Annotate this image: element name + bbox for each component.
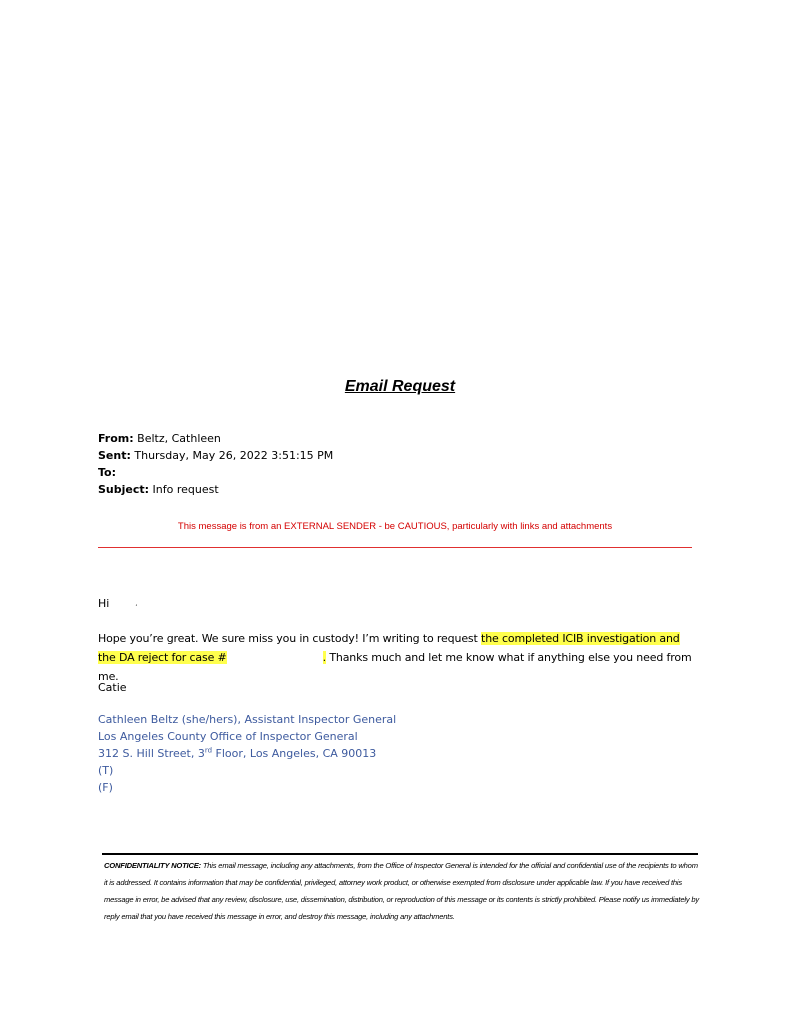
warning-divider	[98, 547, 692, 548]
sent-line	[98, 447, 333, 464]
from-label: From:	[98, 432, 134, 445]
external-sender-warning: This message is from an EXTERNAL SENDER - be CAUTIOUS, particularly with links and attachments	[177, 521, 613, 532]
highlighted-request: the completed ICIB investigation and the DA reject for case #	[98, 632, 680, 664]
greeting-text: Hi	[98, 597, 110, 610]
sent-value: Thursday, May 26, 2022 3:51:15 PM	[134, 449, 334, 462]
message-body	[98, 629, 698, 686]
email-header	[98, 430, 333, 498]
highlighted-period: .	[322, 651, 326, 664]
subject-value: Info request	[152, 483, 219, 496]
subject-label: Subject:	[98, 483, 150, 496]
signature-address	[98, 745, 396, 762]
confidentiality-divider	[102, 853, 698, 855]
to-line	[98, 464, 333, 481]
confidentiality-notice	[104, 857, 700, 925]
address-sup: rd	[204, 746, 213, 755]
signature-fax: (F)	[98, 781, 113, 794]
subject-line	[98, 481, 333, 498]
signature-office: Los Angeles County Office of Inspector General	[98, 730, 358, 743]
address-pre: 312 S. Hill Street, 3	[98, 747, 205, 760]
body-text-part2: Thanks much and let me know what if anything else you need from me.	[98, 651, 692, 683]
body-text-part1: Hope you’re great. We sure miss you in custody! I’m writing to request	[98, 632, 482, 645]
confidentiality-label: CONFIDENTIALITY NOTICE:	[104, 861, 201, 870]
greeting-tail: ,	[135, 600, 138, 608]
signature-name-title: Cathleen Beltz (she/hers), Assistant Inspector General	[98, 713, 397, 726]
page-title: Email Request	[344, 378, 456, 395]
to-label: To:	[98, 466, 116, 479]
from-value: Beltz, Cathleen	[137, 432, 221, 445]
confidentiality-text: This email message, including any attachments, from the Office of Inspector General is intended for the official and confidential use of the recipients to whom it is addressed. It contains information that may be confidential, privileged, attorney work product, or otherwise exempted from disclosure under applicable law. If you have received this message in error, be advised that any review, disclosure, use, dissemination, distribution, or reproduction of this message or its contents is strictly prohibited. Please notify us immediately by reply email that you have received this message in error, and destroy this message, including any attachments.	[104, 861, 699, 921]
sent-label: Sent:	[98, 449, 131, 462]
signature-block	[98, 711, 396, 796]
greeting	[98, 597, 137, 610]
address-post: Floor, Los Angeles, CA 90013	[212, 747, 377, 760]
signoff: Catie	[98, 681, 127, 694]
from-line	[98, 430, 333, 447]
signature-phone: (T)	[98, 764, 114, 777]
